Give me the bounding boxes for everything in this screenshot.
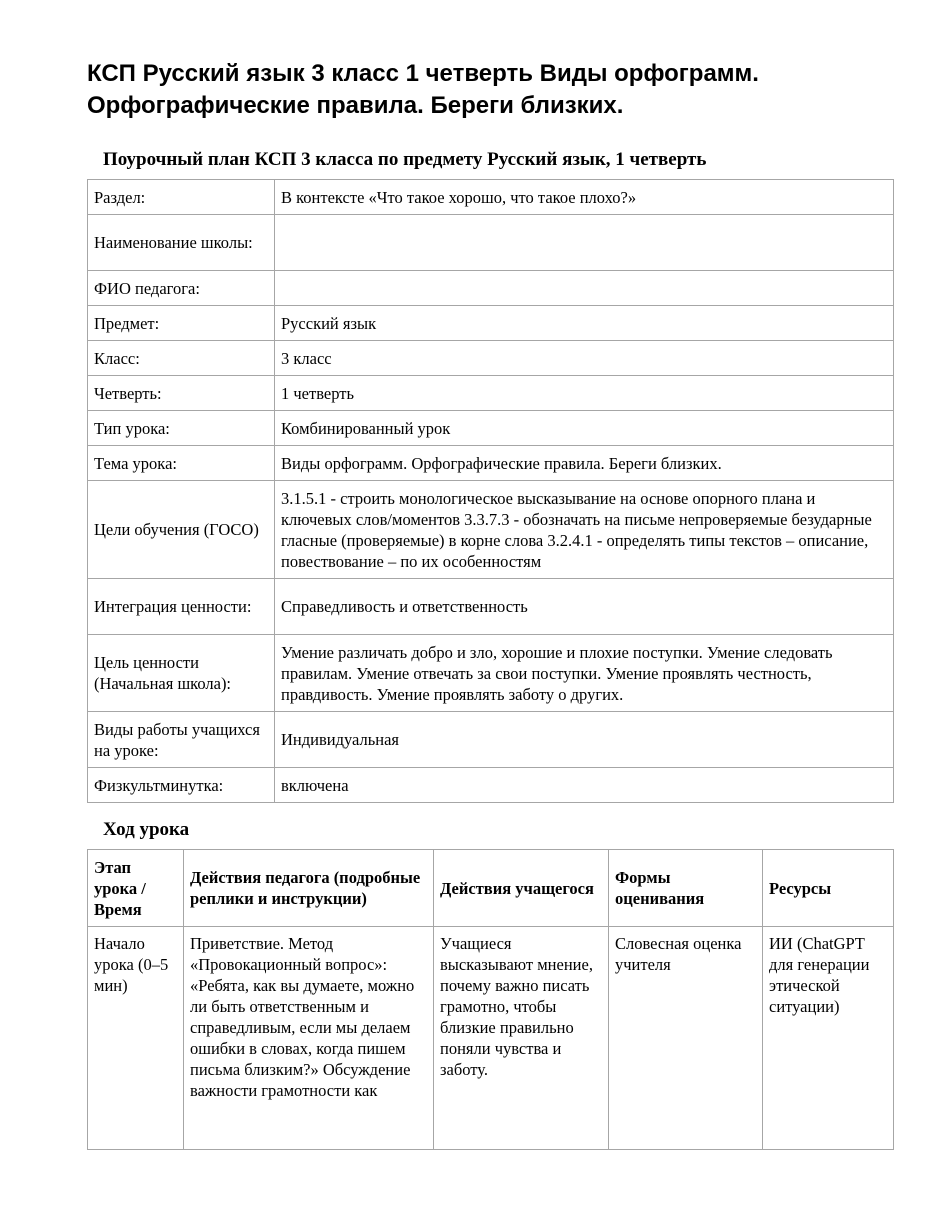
table-row <box>88 768 894 803</box>
table-row <box>88 180 894 215</box>
cell-resources: ИИ (ChatGPT для генерации этической ситуации) <box>763 927 894 1150</box>
lesson-plan-table <box>87 179 894 803</box>
row-value: Справедливость и ответственность <box>275 579 894 635</box>
table-header-row <box>88 850 894 927</box>
table-row <box>88 411 894 446</box>
table-row <box>88 635 894 712</box>
plan-heading: Поурочный план КСП 3 класса по предмету Русский язык, 1 четверть <box>103 149 707 170</box>
table-row <box>88 712 894 768</box>
table-row <box>88 579 894 635</box>
cell-student-actions: Учащиеся высказывают мнение, почему важно писать грамотно, чтобы близкие правильно поняли чувства и заботу. <box>434 927 609 1150</box>
document-title: КСП Русский язык 3 класс 1 четверть Виды орфограмм. Орфографические правила. Береги близких. <box>87 60 759 119</box>
table-row <box>88 341 894 376</box>
row-label: ФИО педагога: <box>88 271 275 306</box>
row-value: Умение различать добро и зло, хорошие и плохие поступки. Умение следовать правилам. Умение отвечать за свои поступки. Умение проявлять честность, правдивость. Умение проявлять заботу о других. <box>275 635 894 712</box>
header-resources: Ресурсы <box>763 850 894 927</box>
table-row <box>88 215 894 271</box>
header-stage: Этап урока / Время <box>88 850 184 927</box>
row-label: Четверть: <box>88 376 275 411</box>
row-label: Тема урока: <box>88 446 275 481</box>
lesson-flow-table <box>87 849 894 1150</box>
lesson-flow-heading: Ход урока <box>103 819 190 840</box>
row-label: Цель ценности (Начальная школа): <box>88 635 275 712</box>
row-value: включена <box>275 768 894 803</box>
cell-stage: Начало урока (0–5 мин) <box>88 927 184 1150</box>
row-value: Виды орфограмм. Орфографические правила. Береги близких. <box>275 446 894 481</box>
row-value <box>275 271 894 306</box>
row-value: Индивидуальная <box>275 712 894 768</box>
table-row <box>88 481 894 579</box>
row-value: 1 четверть <box>275 376 894 411</box>
row-label: Класс: <box>88 341 275 376</box>
table-row <box>88 927 894 1150</box>
row-label: Цели обучения (ГОСО) <box>88 481 275 579</box>
row-value <box>275 215 894 271</box>
table-row <box>88 271 894 306</box>
row-label: Наименование школы: <box>88 215 275 271</box>
row-label: Предмет: <box>88 306 275 341</box>
row-value: Комбинированный урок <box>275 411 894 446</box>
table-row <box>88 376 894 411</box>
table-row <box>88 306 894 341</box>
row-label: Физкультминутка: <box>88 768 275 803</box>
header-assessment: Формы оценивания <box>609 850 763 927</box>
row-label: Виды работы учащихся на уроке: <box>88 712 275 768</box>
table-row <box>88 446 894 481</box>
row-value: Русский язык <box>275 306 894 341</box>
row-label: Интеграция ценности: <box>88 579 275 635</box>
cell-teacher-actions: Приветствие. Метод «Провокационный вопрос»: «Ребята, как вы думаете, можно ли быть ответственным и справедливым, если мы делаем ошибки в словах, когда пишем письма близким?» Обсуждение важности грамотности как <box>184 927 434 1150</box>
row-value: В контексте «Что такое хорошо, что такое плохо?» <box>275 180 894 215</box>
row-label: Раздел: <box>88 180 275 215</box>
row-value: 3 класс <box>275 341 894 376</box>
header-student-actions: Действия учащегося <box>434 850 609 927</box>
cell-assessment: Словесная оценка учителя <box>609 927 763 1150</box>
row-label: Тип урока: <box>88 411 275 446</box>
row-value: 3.1.5.1 - строить монологическое высказывание на основе опорного плана и ключевых слов/моментов 3.3.7.3 - обозначать на письме непроверяемые безударные гласные (проверяемые) в корне слова 3.2.4.1 - определять типы текстов – описание, повествование – по их особенностям <box>275 481 894 579</box>
header-teacher-actions: Действия педагога (подробные реплики и инструкции) <box>184 850 434 927</box>
